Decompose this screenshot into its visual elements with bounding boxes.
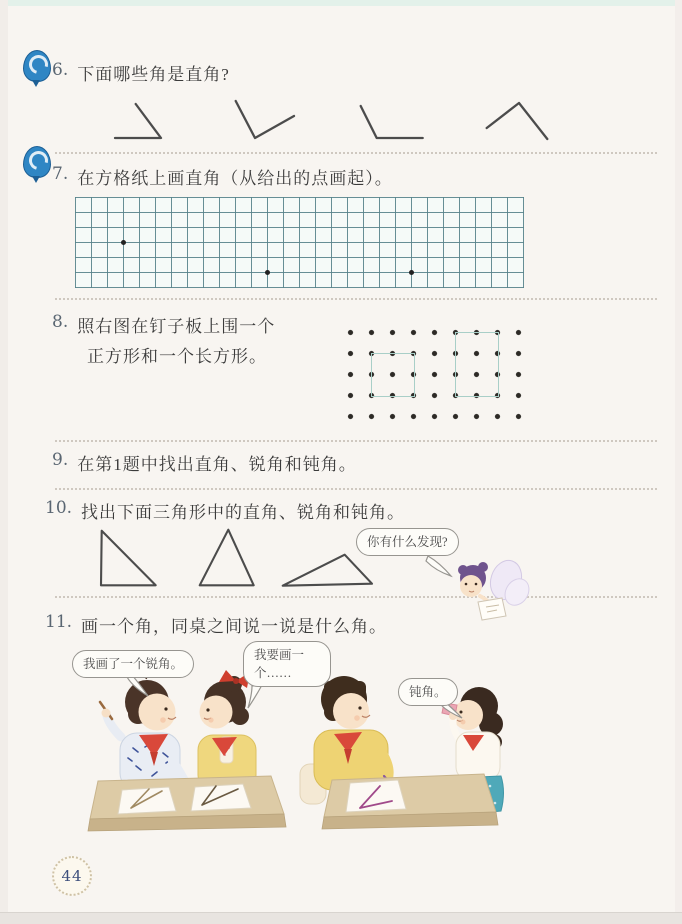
q8-nail-board (340, 322, 529, 427)
separator-5 (55, 596, 657, 598)
q7-given-point-2 (265, 270, 270, 275)
paper-with-angle (346, 780, 406, 812)
question-8-text-line2: 正方形和一个长方形。 (87, 347, 267, 366)
discover-bubble-text: 你有什么发现? (367, 535, 448, 549)
draw-bubble-line2: 个…… (254, 666, 292, 681)
question-10-text: 找出下面三角形中的直角、锐角和钝角。 (81, 503, 406, 522)
separator-1 (55, 152, 657, 154)
angle-4-right (487, 103, 548, 139)
water-balloon-icon (22, 146, 50, 186)
q7-given-point-3 (409, 270, 414, 275)
question-7-number: 7. (52, 164, 69, 184)
boy2-face (333, 693, 369, 729)
page-top-edge (0, 0, 682, 6)
angle-2-right (236, 101, 294, 138)
draw-speech-bubble (243, 641, 331, 687)
question-11-number: 11. (45, 612, 73, 632)
question-8 (52, 312, 275, 337)
question-8-line2 (87, 342, 267, 367)
page-right-edge (675, 0, 682, 924)
acute-speech-bubble (72, 650, 194, 678)
water-balloon-icon (22, 50, 50, 90)
draw-bubble-tail (244, 684, 268, 710)
balloon-knot (32, 176, 40, 183)
fairy-child-with-wings-icon (440, 552, 536, 626)
question-8-text-line1: 照右图在钉子板上围一个 (77, 317, 276, 336)
question-9 (52, 450, 357, 475)
obtuse-bubble-text: 钝角。 (409, 685, 447, 699)
right-desk (322, 774, 498, 829)
separator-3 (55, 440, 657, 442)
separator-4 (55, 488, 657, 490)
triangle-obtuse (283, 555, 372, 586)
triangle-acute (200, 530, 254, 586)
fairy-paper (478, 598, 506, 620)
separator-2 (55, 298, 657, 300)
page-number: 44 (61, 867, 83, 885)
question-6-number: 6. (52, 60, 69, 80)
q10-triangles-figure (90, 523, 390, 591)
girl1-face (200, 696, 233, 729)
boy1-face (139, 694, 176, 731)
question-11-text: 画一个角，同桌之间说一说是什么角。 (81, 617, 388, 636)
obtuse-speech-bubble (398, 678, 458, 706)
angle-3-obtuse (361, 106, 423, 138)
draw-bubble-line1: 我要画一 (254, 648, 305, 662)
triangle-right (101, 531, 156, 586)
question-6-text: 下面哪些角是直角? (77, 65, 230, 84)
page-number-badge (52, 856, 92, 896)
question-9-number: 9. (52, 450, 69, 470)
page-left-edge (0, 0, 8, 924)
question-9-text: 在第1题中找出直角、锐角和钝角。 (77, 455, 357, 474)
paper-with-angle (191, 784, 251, 811)
page-bottom-edge (0, 912, 682, 924)
question-6 (52, 60, 230, 85)
acute-bubble-text: 我画了一个锐角。 (83, 657, 184, 671)
question-8-number: 8. (52, 312, 69, 332)
angle-1-acute (115, 104, 161, 138)
left-desk (88, 776, 286, 831)
question-10 (45, 498, 405, 523)
q6-angles-figure (60, 90, 580, 148)
q7-square-grid (75, 197, 524, 288)
question-10-number: 10. (45, 498, 73, 518)
q8-rectangle-shape (455, 332, 499, 397)
q8-square-shape (371, 353, 415, 397)
question-11 (45, 612, 387, 637)
q7-given-point-1 (121, 240, 126, 245)
balloon-knot (32, 80, 40, 87)
question-7-text: 在方格纸上画直角（从给出的点画起）。 (77, 169, 393, 188)
question-7 (52, 164, 393, 189)
fairy-face (460, 575, 482, 597)
